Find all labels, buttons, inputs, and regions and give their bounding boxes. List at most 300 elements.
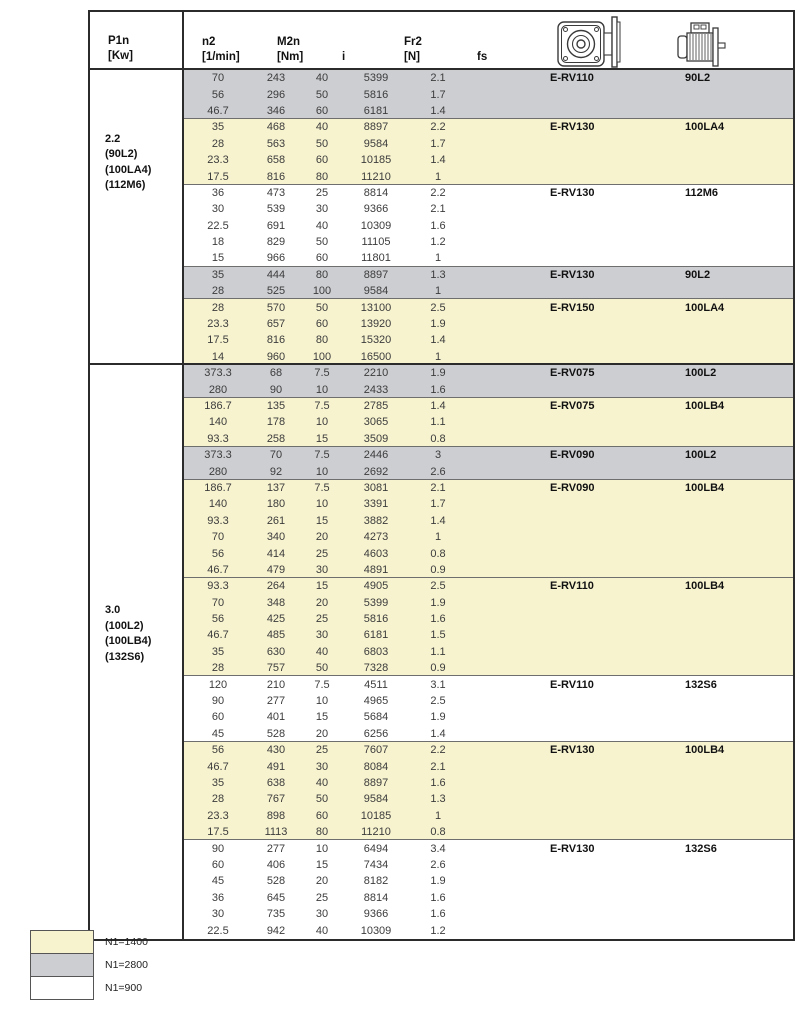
table-row (184, 185, 793, 201)
cell-fr2: 4511 (364, 678, 388, 691)
cell-m2n: 296 (266, 88, 286, 101)
cell-gearbox-model: E-RV090 (550, 481, 595, 494)
cell-fr2: 4273 (363, 531, 389, 544)
cell-i: 7.5 (314, 481, 330, 494)
cell-n2: 60 (211, 858, 225, 871)
cell-n2: 23.3 (207, 809, 229, 822)
cell-m2n: 829 (266, 236, 286, 249)
cell-i: 60 (315, 104, 329, 117)
table-row (184, 595, 793, 611)
p1n-frame: (112M6) (105, 179, 146, 192)
cell-m2n: 425 (266, 613, 286, 626)
cell-i: 20 (315, 531, 329, 544)
cell-i: 40 (315, 924, 329, 937)
cell-m2n: 92 (269, 465, 283, 478)
cell-m2n: 258 (266, 432, 286, 445)
cell-fs: 2.1 (430, 481, 446, 494)
cell-m2n: 406 (266, 858, 286, 871)
cell-m2n: 563 (266, 137, 286, 150)
cell-motor-frame: 132S6 (685, 842, 717, 855)
cell-fs: 1 (434, 285, 442, 298)
cell-n2: 60 (211, 711, 225, 724)
cell-fs: 3.4 (430, 842, 446, 855)
cell-gearbox-model: E-RV075 (550, 367, 595, 380)
cell-fr2: 6803 (363, 645, 389, 658)
cell-i: 7.5 (314, 449, 330, 462)
cell-n2: 18 (211, 236, 225, 249)
cell-gearbox-model: E-RV130 (550, 842, 595, 855)
cell-n2: 22.5 (207, 219, 229, 232)
table-row (184, 922, 793, 938)
table-row (184, 447, 793, 463)
table-row (184, 758, 793, 774)
cell-n2: 56 (211, 744, 225, 757)
cell-n2: 186.7 (204, 400, 232, 412)
cell-m2n: 570 (266, 301, 286, 314)
table-row (184, 299, 793, 315)
cell-fr2: 13100 (360, 301, 392, 314)
cell-motor-frame: 132S6 (685, 678, 717, 691)
cell-gearbox-model: E-RV130 (550, 121, 595, 134)
cell-n2: 373.3 (204, 367, 232, 380)
row-group (184, 578, 793, 676)
cell-fr2: 7607 (363, 744, 389, 757)
cell-m2n: 90 (269, 383, 283, 396)
cell-i: 20 (315, 875, 329, 888)
cell-n2: 17.5 (207, 170, 229, 183)
table-row (184, 316, 793, 332)
table-row (184, 86, 793, 102)
table-row (184, 201, 793, 217)
cell-fr2: 3882 (363, 514, 389, 527)
cell-fr2: 4891 (363, 563, 389, 576)
cell-fr2: 3081 (363, 481, 389, 494)
cell-fr2: 2446 (363, 449, 389, 462)
cell-i: 25 (315, 744, 329, 757)
p1n-value: 2.2 (105, 132, 121, 145)
cell-motor-frame: 100L2 (685, 367, 717, 380)
cell-fr2: 15320 (360, 334, 392, 347)
cell-fs: 0.9 (430, 662, 446, 675)
cell-i: 20 (315, 727, 329, 740)
cell-i: 10 (315, 842, 329, 855)
table-row (184, 234, 793, 250)
table-row (184, 480, 793, 496)
table-row (184, 365, 793, 381)
cell-n2: 36 (211, 186, 225, 199)
cell-m2n: 210 (266, 678, 286, 691)
color-legend (30, 930, 148, 1000)
p1n-frame: (100LB4) (105, 635, 152, 648)
cell-fr2: 7328 (363, 662, 389, 675)
cell-i: 30 (315, 629, 329, 642)
cell-n2: 90 (211, 842, 225, 855)
cell-gearbox-model: E-RV130 (550, 744, 595, 757)
cell-fs: 1 (434, 531, 442, 544)
cell-n2: 45 (211, 875, 225, 888)
cell-i: 25 (315, 613, 329, 626)
cell-fr2: 6256 (363, 727, 389, 740)
cell-fs: 1 (434, 170, 442, 183)
table-row (184, 857, 793, 873)
cell-m2n: 657 (266, 318, 286, 331)
cell-motor-frame: 100LB4 (685, 400, 725, 412)
cell-m2n: 525 (266, 285, 286, 298)
cell-fs: 2.2 (430, 744, 446, 757)
cell-i: 80 (315, 170, 329, 183)
table-row (184, 627, 793, 643)
table-row (184, 529, 793, 545)
cell-fr2: 8897 (363, 121, 389, 134)
cell-fr2: 5399 (363, 72, 389, 85)
cell-gearbox-model: E-RV075 (550, 400, 595, 412)
cell-m2n: 1113 (264, 826, 288, 839)
table-row (184, 218, 793, 234)
cell-fs: 1 (434, 809, 442, 822)
cell-m2n: 528 (266, 727, 286, 740)
p1n-frame: (100LA4) (105, 163, 152, 176)
row-group (184, 267, 793, 300)
cell-motor-frame: 112M6 (685, 186, 719, 199)
cell-fs: 0.8 (430, 547, 446, 560)
cell-i: 15 (315, 711, 329, 724)
cell-fs: 3.1 (430, 678, 446, 691)
cell-fr2: 3509 (363, 432, 389, 445)
cell-fs: 2.1 (430, 72, 446, 85)
cell-gearbox-model: E-RV130 (550, 186, 595, 199)
cell-fs: 1.4 (430, 104, 446, 117)
cell-m2n: 816 (266, 170, 286, 183)
cell-fr2: 2692 (363, 465, 389, 478)
table-header-row (184, 12, 793, 70)
cell-n2: 56 (211, 613, 225, 626)
cell-fs: 1.7 (430, 137, 446, 150)
cell-fs: 1.2 (430, 236, 446, 249)
cell-n2: 90 (211, 695, 225, 708)
table-row (184, 840, 793, 856)
cell-m2n: 630 (266, 645, 286, 658)
cell-i: 10 (315, 416, 329, 429)
legend-label: N1=900 (105, 982, 143, 994)
cell-fr2: 7434 (363, 858, 389, 871)
cell-fr2: 8897 (363, 776, 389, 789)
p1n-column (90, 12, 184, 939)
table-row (184, 349, 793, 365)
cell-fs: 2.2 (430, 121, 446, 134)
row-group (184, 742, 793, 840)
cell-m2n: 528 (266, 875, 286, 888)
m2n-header-unit: [Nm] (277, 51, 304, 63)
cell-i: 60 (315, 252, 329, 265)
cell-i: 25 (315, 891, 329, 904)
cell-fs: 2.5 (430, 695, 446, 708)
column-header-fr2 (344, 35, 422, 65)
row-group (184, 70, 793, 119)
cell-n2: 17.5 (207, 334, 229, 347)
p1n-frame: (132S6) (105, 650, 145, 663)
table-row (184, 513, 793, 529)
table-row (184, 496, 793, 512)
cell-fs: 1.7 (430, 88, 446, 101)
cell-gearbox-model: E-RV090 (550, 449, 595, 462)
cell-i: 10 (315, 695, 329, 708)
cell-m2n: 816 (266, 334, 286, 347)
table-row (184, 381, 793, 397)
cell-i: 10 (315, 465, 329, 478)
cell-fr2: 8182 (363, 875, 389, 888)
cell-fr2: 10309 (360, 924, 392, 937)
cell-n2: 46.7 (207, 104, 229, 117)
cell-n2: 35 (211, 776, 225, 789)
cell-motor-frame: 90L2 (685, 268, 711, 281)
cell-fs: 1.6 (430, 908, 446, 921)
table-row (184, 414, 793, 430)
cell-fr2: 16500 (360, 350, 392, 363)
cell-fr2: 13920 (360, 318, 392, 331)
row-group (184, 840, 793, 938)
cell-n2: 28 (211, 662, 225, 675)
cell-fr2: 10309 (360, 219, 392, 232)
cell-m2n: 414 (266, 547, 286, 560)
cell-fr2: 9366 (363, 908, 389, 921)
cell-n2: 93.3 (207, 514, 229, 527)
cell-fs: 2.2 (430, 186, 446, 199)
electric-motor-icon (676, 21, 734, 67)
n2-header-unit: [1/min] (202, 51, 240, 63)
row-group (184, 365, 793, 398)
cell-i: 40 (315, 776, 329, 789)
cell-n2: 45 (211, 727, 225, 740)
legend-swatch-n1-1400 (30, 930, 94, 954)
cell-fs: 1.3 (430, 268, 446, 281)
table-row (184, 70, 793, 86)
cell-motor-frame: 90L2 (685, 72, 711, 85)
cell-fs: 0.8 (430, 826, 446, 839)
column-header-fs: fs (477, 51, 488, 63)
cell-i: 100 (312, 350, 332, 363)
p1n-header-unit: [Kw] (108, 49, 133, 62)
table-row (184, 250, 793, 266)
cell-i: 60 (315, 809, 329, 822)
cell-motor-frame: 100LA4 (685, 121, 725, 134)
cell-n2: 28 (211, 137, 225, 150)
cell-m2n: 135 (266, 400, 286, 412)
table-row (184, 119, 793, 135)
cell-fr2: 6181 (363, 629, 389, 642)
cell-fr2: 9584 (363, 793, 389, 806)
cell-m2n: 658 (266, 154, 286, 167)
cell-fs: 2.6 (430, 465, 446, 478)
table-row (184, 890, 793, 906)
cell-i: 15 (315, 858, 329, 871)
column-header-m2n (252, 35, 304, 65)
table-row (184, 578, 793, 594)
legend-swatch-n1-900 (30, 976, 94, 1000)
cell-i: 40 (315, 645, 329, 658)
cell-i: 40 (315, 72, 329, 85)
cell-fr2: 3065 (363, 416, 389, 429)
p1n-frame: (90L2) (105, 148, 138, 161)
cell-fr2: 3391 (363, 498, 389, 511)
cell-i: 60 (315, 154, 329, 167)
cell-m2n: 444 (266, 268, 286, 281)
cell-n2: 28 (211, 793, 225, 806)
table-row (184, 545, 793, 561)
table-row (184, 660, 793, 676)
cell-motor-frame: 100L2 (685, 449, 717, 462)
cell-n2: 17.5 (207, 826, 229, 839)
p1n-header-symbol: P1n (108, 34, 130, 47)
table-row (184, 562, 793, 578)
cell-m2n: 473 (266, 186, 286, 199)
cell-i: 50 (315, 793, 329, 806)
cell-n2: 186.7 (204, 481, 232, 494)
cell-fr2: 10185 (360, 154, 392, 167)
cell-fr2: 10185 (360, 809, 392, 822)
legend-item-n1-900 (30, 976, 148, 1000)
cell-fr2: 8814 (363, 186, 389, 199)
table-row (184, 267, 793, 283)
cell-fs: 1 (434, 350, 442, 363)
cell-fr2: 5816 (363, 613, 389, 626)
cell-fr2: 11105 (361, 236, 391, 249)
cell-n2: 280 (208, 465, 228, 478)
cell-fs: 1.5 (430, 629, 446, 642)
row-group (184, 398, 793, 447)
cell-fs: 1.9 (430, 596, 446, 609)
cell-n2: 140 (208, 416, 228, 429)
cell-i: 50 (315, 662, 329, 675)
cell-fr2: 4905 (363, 580, 389, 593)
cell-i: 80 (315, 268, 329, 281)
cell-m2n: 691 (266, 219, 286, 232)
cell-fr2: 6181 (363, 104, 389, 117)
cell-i: 15 (315, 432, 329, 445)
cell-n2: 120 (208, 678, 228, 691)
cell-gearbox-model: E-RV110 (550, 580, 594, 593)
power-section-rows (184, 70, 793, 365)
cell-i: 80 (315, 826, 329, 839)
cell-fs: 0.8 (430, 432, 446, 445)
p1n-section-2-2kw (90, 70, 182, 365)
cell-m2n: 966 (266, 252, 286, 265)
cell-m2n: 346 (266, 104, 286, 117)
cell-i: 20 (315, 596, 329, 609)
cell-fr2: 4603 (363, 547, 389, 560)
table-row (184, 168, 793, 184)
cell-fr2: 9366 (363, 203, 389, 216)
cell-n2: 140 (208, 498, 228, 511)
column-header-i: i (342, 51, 346, 63)
cell-m2n: 898 (266, 809, 286, 822)
cell-i: 100 (312, 285, 332, 298)
n2-header-symbol: n2 (202, 36, 216, 48)
cell-i: 10 (315, 383, 329, 396)
legend-item-n1-2800 (30, 953, 148, 977)
fr2-header-symbol: Fr2 (404, 36, 422, 48)
cell-gearbox-model: E-RV150 (550, 301, 595, 314)
fr2-header-unit: [N] (404, 51, 420, 63)
table-body (184, 70, 793, 939)
cell-fr2: 8084 (363, 760, 389, 773)
cell-fs: 1 (434, 252, 442, 265)
table-row (184, 775, 793, 791)
cell-i: 50 (315, 137, 329, 150)
cell-n2: 35 (211, 121, 225, 134)
cell-fs: 1.1 (430, 416, 446, 429)
cell-m2n: 645 (266, 891, 286, 904)
cell-m2n: 264 (266, 580, 286, 593)
cell-n2: 280 (208, 383, 228, 396)
cell-m2n: 348 (266, 596, 286, 609)
cell-fs: 2.5 (430, 580, 446, 593)
cell-fs: 1.6 (430, 891, 446, 904)
cell-i: 25 (315, 547, 329, 560)
table-row (184, 136, 793, 152)
table-row (184, 283, 793, 299)
cell-fr2: 5684 (363, 711, 389, 724)
legend-swatch-n1-2800 (30, 953, 94, 977)
row-group (184, 185, 793, 267)
cell-m2n: 757 (266, 662, 286, 675)
cell-fs: 1.4 (430, 334, 446, 347)
cell-fs: 0.9 (430, 563, 446, 576)
cell-i: 30 (315, 908, 329, 921)
table-row (184, 644, 793, 660)
worm-gearbox-icon (556, 16, 640, 68)
cell-gearbox-model: E-RV110 (550, 678, 594, 691)
cell-n2: 36 (211, 891, 225, 904)
table-row (184, 332, 793, 348)
cell-i: 50 (315, 301, 329, 314)
cell-fs: 2.6 (430, 858, 446, 871)
cell-m2n: 942 (266, 924, 286, 937)
cell-m2n: 401 (266, 711, 286, 724)
p1n-section-3-0kw (90, 365, 182, 939)
cell-i: 40 (315, 219, 329, 232)
cell-fs: 1.4 (430, 514, 446, 527)
p1n-frame: (100L2) (105, 619, 144, 632)
cell-m2n: 479 (266, 563, 286, 576)
cell-i: 7.5 (314, 400, 330, 412)
cell-m2n: 491 (266, 760, 286, 773)
cell-m2n: 638 (266, 776, 286, 789)
cell-m2n: 340 (266, 531, 286, 544)
cell-fr2: 4965 (363, 695, 389, 708)
cell-fs: 1.4 (430, 400, 446, 412)
table-row (184, 463, 793, 479)
cell-n2: 35 (211, 645, 225, 658)
cell-fr2: 11801 (361, 252, 391, 265)
cell-m2n: 70 (269, 449, 283, 462)
cell-m2n: 261 (266, 514, 286, 527)
cell-i: 30 (315, 563, 329, 576)
cell-motor-frame: 100LB4 (685, 580, 725, 593)
cell-n2: 28 (211, 285, 225, 298)
row-group (184, 299, 793, 365)
cell-m2n: 178 (266, 416, 286, 429)
cell-i: 7.5 (314, 678, 330, 691)
cell-motor-frame: 100LA4 (685, 301, 725, 314)
cell-m2n: 485 (266, 629, 286, 642)
cell-i: 80 (315, 334, 329, 347)
cell-m2n: 243 (266, 72, 286, 85)
cell-fr2: 2433 (363, 383, 389, 396)
cell-m2n: 277 (266, 695, 286, 708)
data-columns (184, 12, 793, 939)
cell-n2: 93.3 (207, 580, 229, 593)
cell-n2: 46.7 (207, 629, 229, 642)
